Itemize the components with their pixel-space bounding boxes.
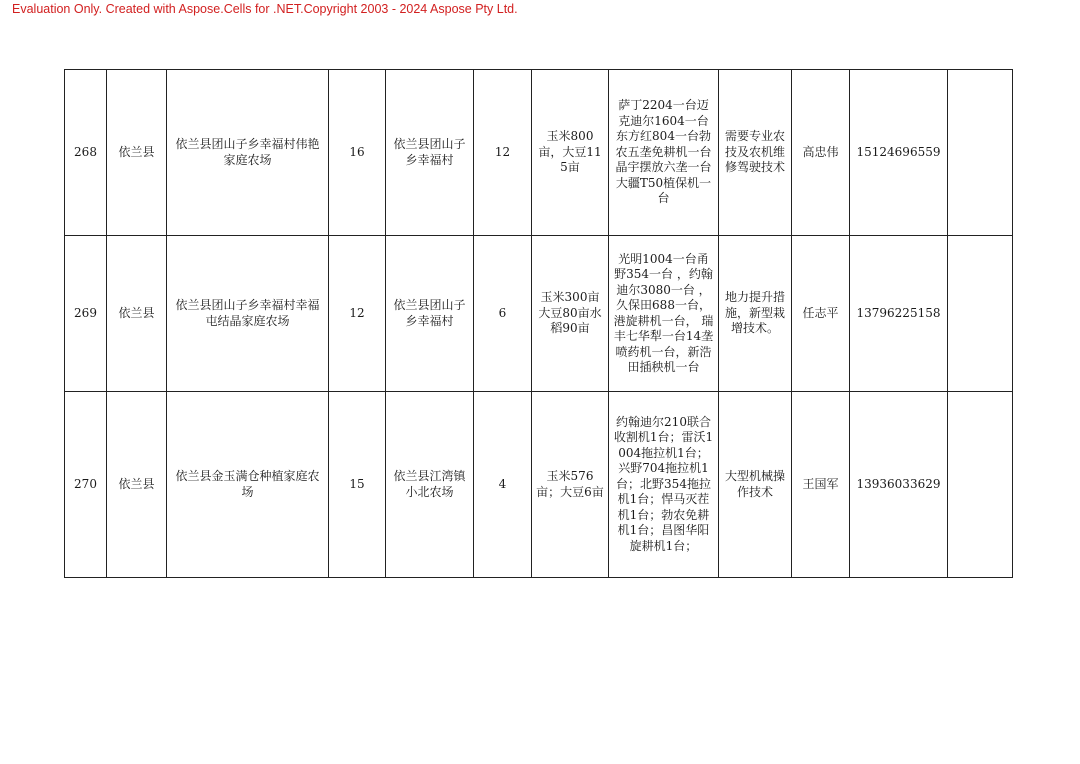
contact-cell: 王国军 (792, 392, 850, 578)
evaluation-watermark: Evaluation Only. Created with Aspose.Cells for .NET.Copyright 2003 - 2024 Aspose Pty Ltd. (12, 2, 518, 16)
machinery-cell: 萨丁2204一台迈克迪尔1604一台东方红804一台勃农五垄免耕机一台晶宇摆放六垄一台大疆T50植保机一台 (609, 70, 719, 236)
count-a-cell: 12 (329, 236, 386, 392)
row-index: 268 (65, 70, 107, 236)
county-cell: 依兰县 (107, 392, 167, 578)
farm-name-cell: 依兰县团山子乡幸福村幸福屯结晶家庭农场 (167, 236, 329, 392)
county-cell: 依兰县 (107, 236, 167, 392)
crops-cell: 玉米800亩，大豆115亩 (532, 70, 609, 236)
farm-name-cell: 依兰县金玉满仓种植家庭农场 (167, 392, 329, 578)
location-cell: 依兰县团山子乡幸福村 (386, 236, 474, 392)
phone-cell: 15124696559 (850, 70, 948, 236)
crops-cell: 玉米576亩；大豆6亩 (532, 392, 609, 578)
table-row (65, 392, 1013, 578)
crops-cell: 玉米300亩大豆80亩水稻90亩 (532, 236, 609, 392)
farm-name-cell: 依兰县团山子乡幸福村伟艳家庭农场 (167, 70, 329, 236)
row-index: 269 (65, 236, 107, 392)
location-cell: 依兰县团山子乡幸福村 (386, 70, 474, 236)
table-row (65, 236, 1013, 392)
row-index: 270 (65, 392, 107, 578)
contact-cell: 高忠伟 (792, 70, 850, 236)
tech-needs-cell: 需要专业农技及农机维修驾驶技术 (719, 70, 792, 236)
phone-cell: 13936033629 (850, 392, 948, 578)
county-cell: 依兰县 (107, 70, 167, 236)
count-b-cell: 4 (474, 392, 532, 578)
count-b-cell: 6 (474, 236, 532, 392)
machinery-cell: 约翰迪尔210联合收割机1台；雷沃1004拖拉机1台；兴野704拖拉机1台；北野354拖拉机1台；悍马灭茬机1台；勃农免耕机1台；昌图华阳旋耕机1台； (609, 392, 719, 578)
tech-needs-cell: 地力提升措施，新型栽增技术。 (719, 236, 792, 392)
count-a-cell: 16 (329, 70, 386, 236)
phone-cell: 13796225158 (850, 236, 948, 392)
extra-cell (948, 236, 1013, 392)
table-row (65, 70, 1013, 236)
farm-data-table (64, 69, 1013, 578)
location-cell: 依兰县江湾镇小北农场 (386, 392, 474, 578)
extra-cell (948, 392, 1013, 578)
extra-cell (948, 70, 1013, 236)
contact-cell: 任志平 (792, 236, 850, 392)
count-b-cell: 12 (474, 70, 532, 236)
tech-needs-cell: 大型机械操作技术 (719, 392, 792, 578)
count-a-cell: 15 (329, 392, 386, 578)
machinery-cell: 光明1004一台甬野354一台 ，约翰迪尔3080一台 ，久保田688一台，港旋耕机一台， 瑞丰七华犁一台14垄喷药机一台，新浩田插秧机一台 (609, 236, 719, 392)
